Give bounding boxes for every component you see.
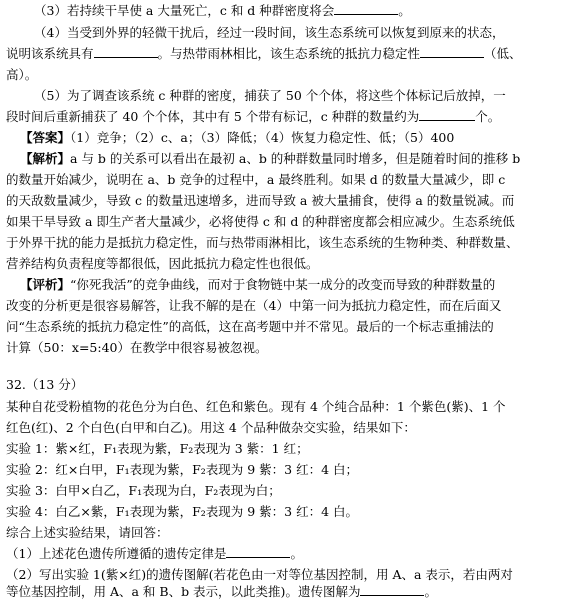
answer-blank[interactable] [334,2,398,15]
question-32-line-2: 红色(红)、2 个白色(白甲和白乙)。用这 4 个品种做杂交实验，结果如下： [6,420,416,435]
experiment-4: 实验 4：白乙×紫，F₁表现为紫，F₂表现为 9 紫：3 红：4 白。 [6,504,359,519]
analysis-line-4: 如果干旱导致 a 即生产者大量减少，必将使得 c 和 d 的种群密度都会相应减少。生态系统低 [6,214,515,229]
analysis-line-3: 的天敌数量减少，导致 c 的数量迅速增多，进而导致 a 被大量捕食，使得 a 的数量锐减。而 [6,193,515,208]
answer-blank[interactable] [420,45,484,58]
question-3: （3）若持续干旱使 a 大量死亡，c 和 d 种群密度将会 。 [34,3,411,18]
question-4-line-1: （4）当受到外界的轻微干扰后，经过一段时间，该生态系统可以恢复到原来的状态， [34,25,505,40]
experiment-1: 实验 1：紫×红，F₁表现为紫，F₂表现为 3 紫：1 红； [6,441,309,456]
sub-question-2-line-1: （2）写出实验 1(紫×红)的遗传图解(若花色由一对等位基因控制，用 A、a 表示，若由两对 [6,567,513,582]
question-32-line-1: 某种自花受粉植物的花色分为白色、红色和紫色。现有 4 个纯合品种：1 个紫色(紫)、1 个 [6,399,506,414]
answer-blank[interactable] [360,583,424,596]
experiment-2: 实验 2：红×白甲，F₁表现为紫，F₂表现为 9 紫：3 红：4 白； [6,462,359,477]
answer-text: （1）竞争；（2）c、a；（3）降低；（4）恢复力稳定性、低；（5）400 [70,130,455,145]
answer-blank[interactable] [94,45,158,58]
analysis-line-2: 的数量开始减少，说明在 a、b 竞争的过程中，a 最终胜利。如果 d 的数量大量减少，即 c [6,172,506,187]
comment-line-4: 计算（50：x=5:40）在教学中很容易被忽视。 [6,340,268,355]
answer-tag: 【答案】 [20,130,71,145]
sub-question-2-line-2: 等位基因控制，用 A、a 和 B、b 表示，以此类推)。遗传图解为 。 [6,584,437,599]
question-4-line-3: 高）。 [6,67,38,82]
answer-line [20,128,560,150]
comment-tag: 【评析】 [20,277,71,292]
analysis-line-6: 营养结构负责程度等都很低，因此抵抗力稳定性也很低。 [6,256,319,271]
answer-blank[interactable] [419,108,475,121]
analysis-line-5: 于外界干扰的能力是抵抗力稳定性，而与热带雨淋相比，该生态系统的生物种类、种群数量、 [6,235,519,250]
comment-line-3: 问“生态系统的抵抗力稳定性”的高低，这在高考题中并不常见。最后的一个标志重捕法的 [6,319,494,334]
question-32-heading: 32.（13 分） [6,377,84,392]
summary-line: 综合上述实验结果，请回答： [6,525,169,540]
question-5-line-2: 段时间后重新捕获了 40 个个体，其中有 5 个带有标记，c 种群的数量约为 个。 [6,109,501,124]
comment-line-1: 【评析】“你死我活”的竞争曲线，而对于食物链中某一成分的改变而导致的种群数量的 [20,277,496,292]
analysis-tag: 【解析】 [20,151,71,166]
analysis-line-1: 【解析】a 与 b 的关系可以看出在最初 a、b 的种群数量同时增多，但是随着时间的推移 b [20,151,521,166]
sub-question-1: （1）上述花色遗传所遵循的遗传定律是 。 [6,546,303,561]
question-4-line-2: 说明该系统具有 。与热带雨林相比，该生态系统的抵抗力稳定性 （低、 [6,46,522,61]
answer-blank[interactable] [226,545,290,558]
experiment-3: 实验 3：白甲×白乙，F₁表现为白，F₂表现为白； [6,483,281,498]
question-5-line-1: （5）为了调查该系统 c 种群的密度，捕获了 50 个个体，将这些个体标记后放掉，一 [34,88,506,103]
comment-line-2: 改变的分析更是很容易解答，让我不解的是在（4）中第一问为抵抗力稳定性，而在后面又 [6,298,502,313]
